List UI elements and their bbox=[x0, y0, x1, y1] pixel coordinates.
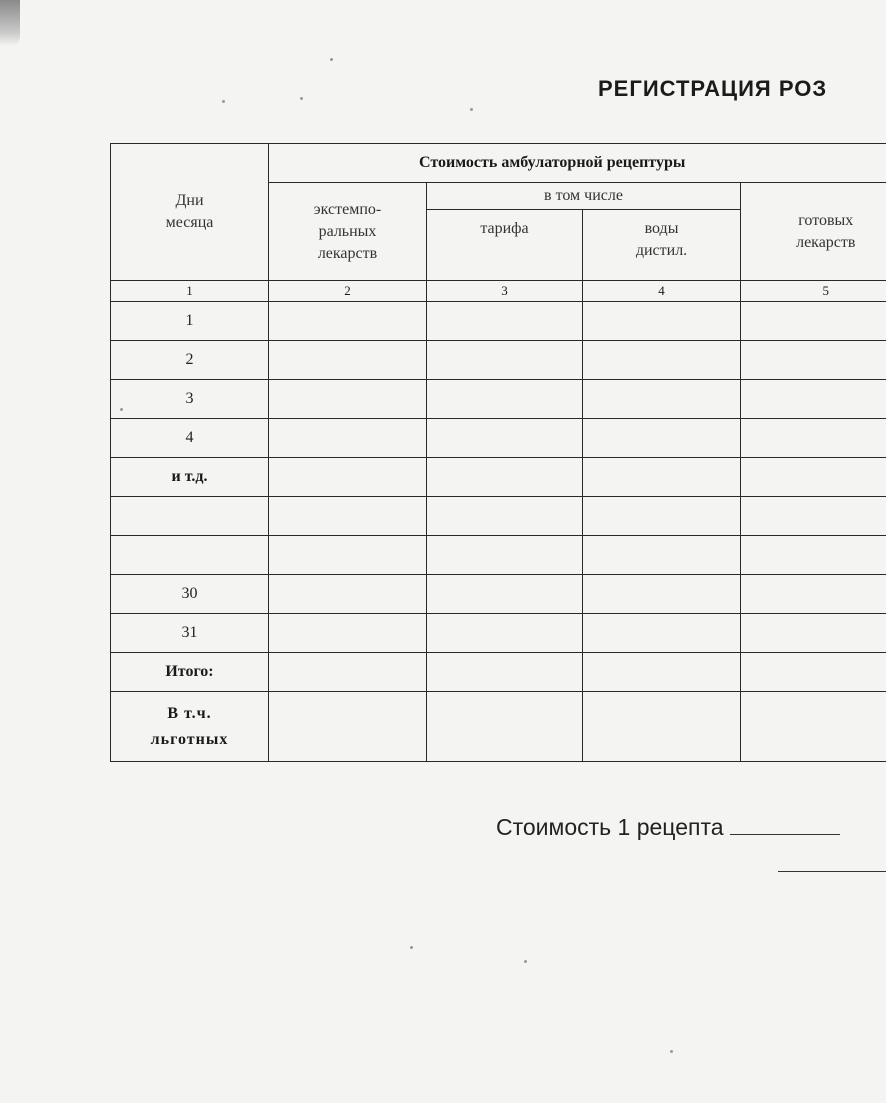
scan-speck bbox=[120, 408, 123, 411]
table-cell bbox=[269, 497, 427, 536]
scan-speck bbox=[670, 1050, 673, 1053]
day-label: 30 bbox=[111, 575, 269, 614]
table-cell bbox=[427, 653, 583, 692]
table-cell bbox=[583, 692, 741, 762]
table-row bbox=[111, 575, 886, 614]
column-number: 3 bbox=[427, 281, 583, 302]
table-cell bbox=[269, 575, 427, 614]
table-cell bbox=[427, 692, 583, 762]
day-label bbox=[111, 497, 269, 536]
recipe-cost-blank bbox=[730, 814, 840, 835]
table-cell bbox=[741, 536, 886, 575]
recipe-cost-label: Стоимость 1 рецепта bbox=[496, 814, 724, 840]
recipe-cost-line bbox=[496, 814, 840, 841]
header-including: в том числе bbox=[427, 183, 741, 210]
table-row bbox=[111, 419, 886, 458]
registration-table bbox=[110, 143, 886, 762]
total-label: Итого: bbox=[111, 653, 269, 692]
benefit-row bbox=[111, 692, 886, 762]
day-label-etc: и т.д. bbox=[111, 458, 269, 497]
table-cell bbox=[427, 380, 583, 419]
scan-speck bbox=[410, 946, 413, 949]
table-cell bbox=[741, 341, 886, 380]
day-label bbox=[111, 536, 269, 575]
table-cell bbox=[583, 458, 741, 497]
table-cell bbox=[427, 575, 583, 614]
table-cell bbox=[269, 536, 427, 575]
table-cell bbox=[741, 575, 886, 614]
table-cell bbox=[427, 497, 583, 536]
header-distilled-water: воды дистил. bbox=[583, 210, 741, 281]
header-cost-group: Стоимость амбулаторной рецептуры bbox=[269, 144, 886, 183]
table-cell bbox=[269, 614, 427, 653]
table-cell bbox=[741, 692, 886, 762]
table-cell bbox=[583, 302, 741, 341]
table-cell bbox=[427, 536, 583, 575]
table-cell bbox=[583, 614, 741, 653]
table-cell bbox=[427, 302, 583, 341]
table-cell bbox=[269, 653, 427, 692]
table-cell bbox=[427, 419, 583, 458]
table-cell bbox=[741, 614, 886, 653]
day-label: 1 bbox=[111, 302, 269, 341]
table-row bbox=[111, 380, 886, 419]
table-cell bbox=[269, 692, 427, 762]
table-cell bbox=[583, 575, 741, 614]
scan-speck bbox=[300, 97, 303, 100]
column-number: 1 bbox=[111, 281, 269, 302]
table-cell bbox=[741, 302, 886, 341]
table-cell bbox=[741, 653, 886, 692]
header-tariff: тарифа bbox=[427, 210, 583, 281]
table-cell bbox=[741, 458, 886, 497]
scan-speck bbox=[470, 108, 473, 111]
table-cell bbox=[269, 458, 427, 497]
table-cell bbox=[583, 380, 741, 419]
table-cell bbox=[427, 341, 583, 380]
table-cell bbox=[583, 419, 741, 458]
table-cell bbox=[583, 536, 741, 575]
table-cell bbox=[427, 458, 583, 497]
table-row bbox=[111, 341, 886, 380]
table-cell bbox=[741, 419, 886, 458]
table-cell bbox=[427, 614, 583, 653]
column-number: 2 bbox=[269, 281, 427, 302]
column-number-row bbox=[111, 281, 886, 302]
table-cell bbox=[583, 653, 741, 692]
table-cell bbox=[269, 341, 427, 380]
scan-speck bbox=[222, 100, 225, 103]
second-blank-line bbox=[778, 871, 886, 872]
table-cell bbox=[269, 419, 427, 458]
page-title: РЕГИСТРАЦИЯ РОЗ bbox=[598, 76, 828, 101]
table-cell bbox=[269, 302, 427, 341]
table-row bbox=[111, 536, 886, 575]
table-cell bbox=[583, 497, 741, 536]
table-cell bbox=[269, 380, 427, 419]
header-extemporaneous: экстемпо- ральных лекарств bbox=[269, 183, 427, 281]
benefit-label: В т.ч. льготных bbox=[111, 692, 269, 762]
day-label: 3 bbox=[111, 380, 269, 419]
table-cell bbox=[583, 341, 741, 380]
header-days-of-month: Дни месяца bbox=[111, 144, 269, 281]
table-row bbox=[111, 497, 886, 536]
day-label: 2 bbox=[111, 341, 269, 380]
column-number: 5 bbox=[741, 281, 886, 302]
header-ready-medicines: готовых лекарств bbox=[741, 183, 886, 281]
day-label: 4 bbox=[111, 419, 269, 458]
scan-shadow bbox=[0, 0, 20, 46]
total-row bbox=[111, 653, 886, 692]
table-row bbox=[111, 614, 886, 653]
day-label: 31 bbox=[111, 614, 269, 653]
table-cell bbox=[741, 497, 886, 536]
table-row bbox=[111, 458, 886, 497]
scan-speck bbox=[524, 960, 527, 963]
scan-speck bbox=[330, 58, 333, 61]
table-cell bbox=[741, 380, 886, 419]
column-number: 4 bbox=[583, 281, 741, 302]
table-row bbox=[111, 302, 886, 341]
